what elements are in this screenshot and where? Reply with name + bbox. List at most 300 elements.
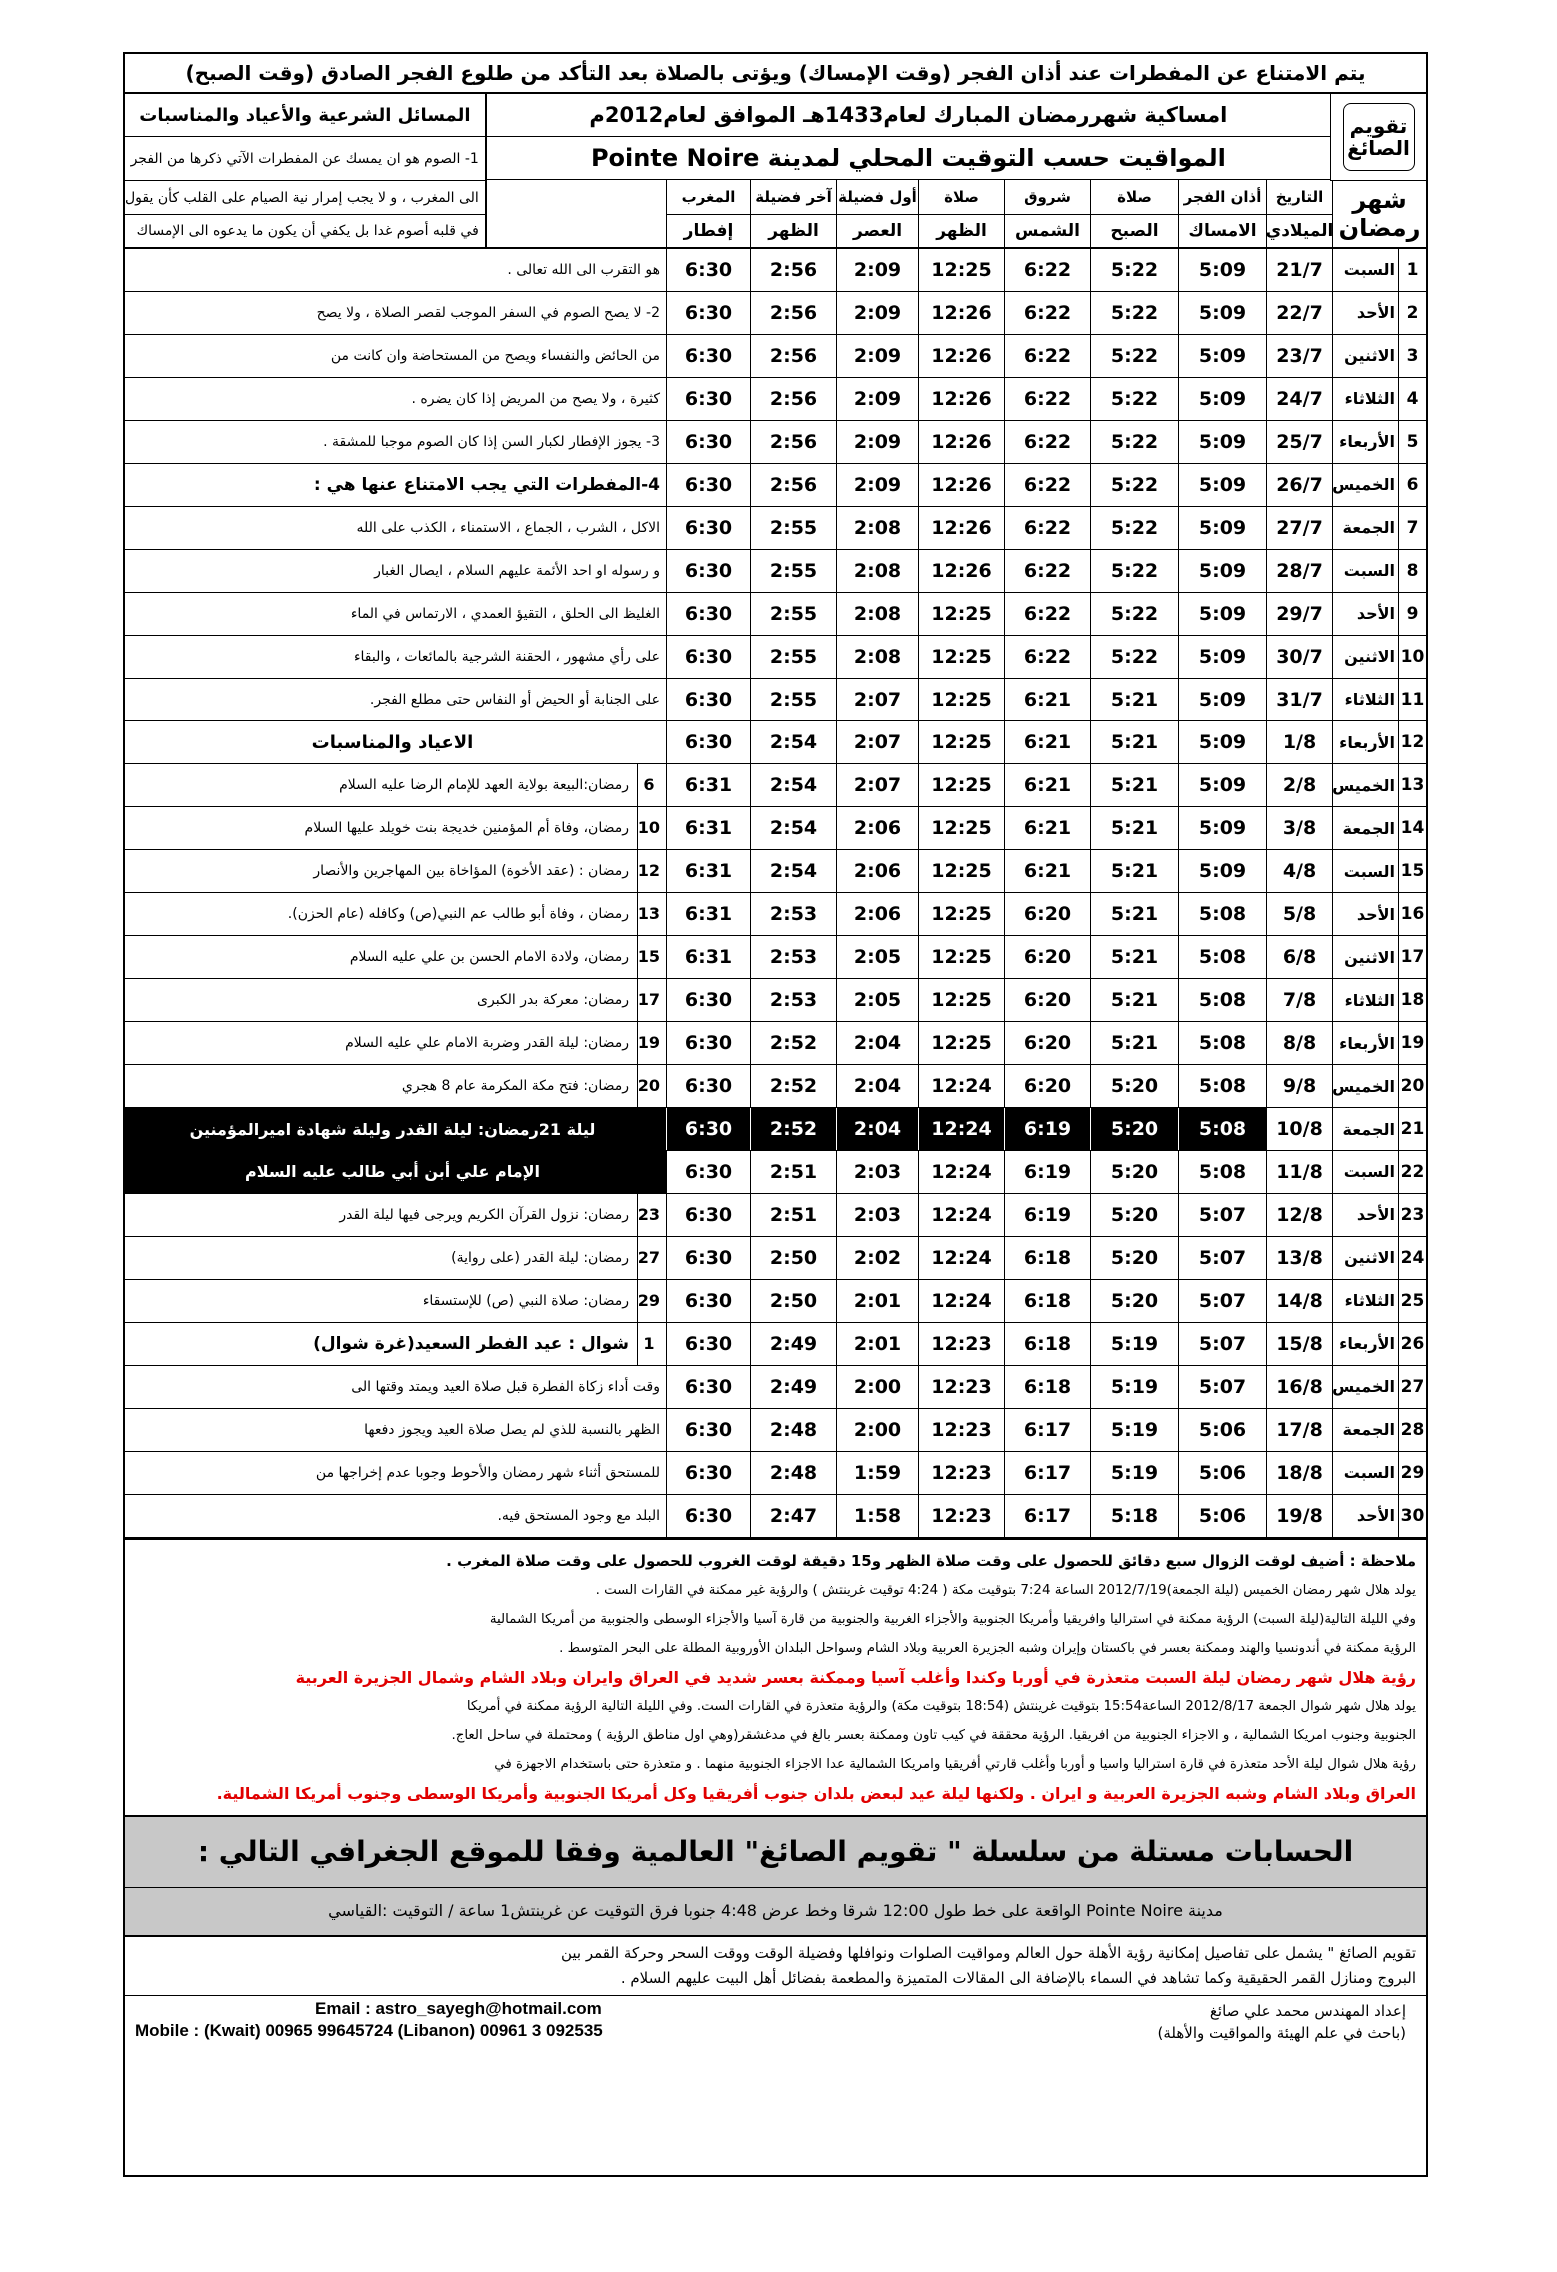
day-number: 13 [1398, 764, 1426, 806]
event-note [125, 1452, 666, 1494]
subh-time: 5:19 [1090, 1409, 1178, 1451]
weekday: الجمعة [1332, 507, 1398, 549]
gregorian-date: 18/8 [1266, 1452, 1332, 1494]
day-number: 7 [1398, 507, 1426, 549]
event-note [125, 1065, 666, 1107]
issues-title: المسائل الشرعية والأعياد والمناسبات [125, 94, 485, 137]
event-text: الظهر بالنسبة للذي لم يصل صلاة العيد ويجوز دفعها [364, 1421, 660, 1438]
dhuhr-end-time: 2:55 [750, 593, 836, 635]
asr-time: 2:09 [836, 292, 918, 334]
table-row [125, 335, 1426, 378]
dhuhr-end-time: 2:52 [750, 1108, 836, 1150]
subh-time: 5:22 [1090, 507, 1178, 549]
event-text: رمضان: صلاة النبي (ص) للإستسقاء [422, 1292, 629, 1309]
maghrib-time: 6:30 [666, 721, 750, 763]
maghrib-time: 6:30 [666, 636, 750, 678]
dhuhr-end-time: 2:56 [750, 249, 836, 291]
sunrise-time: 6:20 [1004, 1065, 1090, 1107]
event-text: و رسوله او احد الأئمة عليهم السلام ، ايصال الغبار [374, 562, 660, 579]
sunrise-time: 6:21 [1004, 679, 1090, 721]
event-text: الاكل ، الشرب ، الجماع ، الاستمناء ، الكذب على الله [356, 519, 660, 536]
dhuhr-end-time: 2:52 [750, 1065, 836, 1107]
column-header-top: شروق [1005, 180, 1090, 215]
asr-time: 2:03 [836, 1194, 918, 1236]
day-number: 22 [1398, 1151, 1426, 1193]
dhuhr-time: 12:25 [918, 593, 1004, 635]
event-day-number: 12 [637, 850, 660, 892]
column-header-bottom: الامساك [1188, 221, 1257, 241]
subh-time: 5:19 [1090, 1323, 1178, 1365]
day-number: 23 [1398, 1194, 1426, 1236]
dhuhr-time: 12:25 [918, 893, 1004, 935]
weekday: الثلاثاء [1332, 679, 1398, 721]
day-number: 12 [1398, 721, 1426, 763]
times-title: المواقيت حسب التوقيت المحلي لمدينة Pointe Noire [487, 137, 1330, 180]
dhuhr-end-time: 2:54 [750, 807, 836, 849]
subh-time: 5:21 [1090, 721, 1178, 763]
weekday: السبت [1332, 850, 1398, 892]
dhuhr-time: 12:25 [918, 1022, 1004, 1064]
event-note [125, 1022, 666, 1064]
day-number: 5 [1398, 421, 1426, 463]
column-header-bottom: الشمس [1015, 221, 1080, 241]
table-row [125, 979, 1426, 1022]
gregorian-date: 22/7 [1266, 292, 1332, 334]
weekday: الخميس [1332, 464, 1398, 506]
dhuhr-time: 12:24 [918, 1151, 1004, 1193]
sunrise-time: 6:20 [1004, 1022, 1090, 1064]
fajr-time: 5:09 [1178, 721, 1266, 763]
dhuhr-end-time: 2:53 [750, 893, 836, 935]
asr-time: 2:09 [836, 335, 918, 377]
maghrib-time: 6:30 [666, 335, 750, 377]
weekday: الأربعاء [1332, 421, 1398, 463]
gregorian-date: 15/8 [1266, 1323, 1332, 1365]
gregorian-date: 29/7 [1266, 593, 1332, 635]
weekday: الخميس [1332, 1065, 1398, 1107]
event-text: 2- لا يصح الصوم في السفر الموجب لقصر الصلاة ، ولا يصح [316, 304, 660, 321]
calc-section [125, 1815, 1426, 1937]
gregorian-date: 16/8 [1266, 1366, 1332, 1408]
note-text: يولد هلال شهر شوال الجمعة 2012/8/17 الساعة15:54 بتوقيت غرينتش (18:54 بتوقيت مكة) والرؤية متعذرة في القارات الست. وفي الليلة التالية الرؤية ممكنة في أمريكا [466, 1698, 1416, 1714]
dhuhr-end-time: 2:48 [750, 1409, 836, 1451]
maghrib-time: 6:30 [666, 593, 750, 635]
day-number: 2 [1398, 292, 1426, 334]
event-text: الغليظ الى الحلق ، التقيؤ العمدي ، الارتماس في الماء [350, 605, 660, 622]
maghrib-time: 6:31 [666, 807, 750, 849]
subh-time: 5:21 [1090, 979, 1178, 1021]
author-block [986, 1996, 1426, 2054]
fajr-time: 5:07 [1178, 1280, 1266, 1322]
logo-mark: تقويم الصائغ [1343, 103, 1415, 171]
weekday: الجمعة [1332, 807, 1398, 849]
sunrise-time: 6:21 [1004, 807, 1090, 849]
author-title: (باحث في علم الهيئة والمواقيت والأهلة) [1157, 2023, 1406, 2042]
event-note [125, 1237, 666, 1279]
maghrib-time: 6:30 [666, 1280, 750, 1322]
dhuhr-time: 12:23 [918, 1323, 1004, 1365]
event-note [125, 464, 666, 506]
dhuhr-end-time: 2:51 [750, 1151, 836, 1193]
sunrise-time: 6:19 [1004, 1194, 1090, 1236]
event-note [125, 721, 666, 763]
table-row [125, 636, 1426, 679]
fajr-time: 5:06 [1178, 1452, 1266, 1494]
sunrise-time: 6:20 [1004, 893, 1090, 935]
weekday: الأربعاء [1332, 721, 1398, 763]
asr-time: 2:07 [836, 721, 918, 763]
table-row [125, 1366, 1426, 1409]
dhuhr-time: 12:25 [918, 721, 1004, 763]
fajr-time: 5:09 [1178, 593, 1266, 635]
about-line: البروج ومنازل القمر الحقيقية وكما تشاهد في السماء بالإضافة الى المقالات المتميزة والمطعمة بفضائل أهل البيت عليهم السلام . [620, 1968, 1416, 1987]
subh-time: 5:20 [1090, 1237, 1178, 1279]
table-header [125, 94, 1426, 249]
asr-time: 2:09 [836, 464, 918, 506]
subh-time: 5:22 [1090, 636, 1178, 678]
event-note [125, 593, 666, 635]
day-number: 14 [1398, 807, 1426, 849]
gregorian-date: 1/8 [1266, 721, 1332, 763]
dhuhr-time: 12:23 [918, 1366, 1004, 1408]
subh-time: 5:21 [1090, 764, 1178, 806]
sunrise-time: 6:21 [1004, 721, 1090, 763]
fajr-time: 5:09 [1178, 335, 1266, 377]
table-row [125, 1237, 1426, 1280]
column-header-bottom: العصر [852, 221, 903, 241]
column-header [666, 180, 750, 247]
gregorian-date: 13/8 [1266, 1237, 1332, 1279]
gregorian-date: 26/7 [1266, 464, 1332, 506]
table-row [125, 679, 1426, 722]
subh-time: 5:22 [1090, 464, 1178, 506]
sunrise-time: 6:19 [1004, 1108, 1090, 1150]
day-number: 28 [1398, 1409, 1426, 1451]
subh-time: 5:20 [1090, 1280, 1178, 1322]
table-row [125, 1323, 1426, 1366]
maghrib-time: 6:30 [666, 679, 750, 721]
logo [1330, 94, 1426, 181]
subh-time: 5:21 [1090, 893, 1178, 935]
table-row [125, 764, 1426, 807]
month-label-cell [1332, 180, 1426, 247]
dhuhr-end-time: 2:55 [750, 550, 836, 592]
subh-time: 5:18 [1090, 1495, 1178, 1537]
column-header [750, 180, 836, 247]
event-note [125, 764, 666, 806]
fajr-time: 5:09 [1178, 249, 1266, 291]
column-header-bottom: الصبح [1110, 221, 1159, 241]
event-day-number: 23 [637, 1194, 660, 1236]
weekday: الجمعة [1332, 1108, 1398, 1150]
event-text: الإمام علي أبن أبي طالب عليه السلام [244, 1162, 541, 1182]
subh-time: 5:21 [1090, 936, 1178, 978]
fajr-time: 5:08 [1178, 936, 1266, 978]
sunrise-time: 6:22 [1004, 249, 1090, 291]
gregorian-date: 7/8 [1266, 979, 1332, 1021]
sunrise-time: 6:17 [1004, 1409, 1090, 1451]
column-header [1004, 180, 1090, 247]
day-number: 10 [1398, 636, 1426, 678]
sunrise-time: 6:21 [1004, 764, 1090, 806]
table-row [125, 507, 1426, 550]
event-text: رمضان : (عقد الأخوة) المؤاخاة بين المهاجرين والأنصار [313, 863, 629, 880]
sunrise-time: 6:19 [1004, 1151, 1090, 1193]
dhuhr-end-time: 2:53 [750, 979, 836, 1021]
asr-time: 2:02 [836, 1237, 918, 1279]
event-note [125, 807, 666, 849]
dhuhr-end-time: 2:56 [750, 421, 836, 463]
subh-time: 5:22 [1090, 335, 1178, 377]
times-header [485, 94, 1426, 247]
maghrib-time: 6:30 [666, 1237, 750, 1279]
event-text: رمضان: معركة بدر الكبرى [477, 992, 629, 1009]
subh-time: 5:19 [1090, 1366, 1178, 1408]
weekday: الأحد [1332, 1495, 1398, 1537]
sunrise-time: 6:22 [1004, 507, 1090, 549]
column-header-bottom: الميلادي [1265, 221, 1334, 241]
email-link[interactable]: Email : astro_sayegh@hotmail.com [315, 1998, 602, 2018]
dhuhr-time: 12:26 [918, 378, 1004, 420]
table-row [125, 1151, 1426, 1194]
gregorian-date: 11/8 [1266, 1151, 1332, 1193]
maghrib-time: 6:30 [666, 1366, 750, 1408]
dhuhr-time: 12:26 [918, 550, 1004, 592]
table-row [125, 1409, 1426, 1452]
asr-time: 2:07 [836, 679, 918, 721]
column-header-top: صلاة [1091, 180, 1178, 215]
gregorian-date: 28/7 [1266, 550, 1332, 592]
fajr-time: 5:08 [1178, 979, 1266, 1021]
asr-time: 2:05 [836, 979, 918, 1021]
gregorian-date: 25/7 [1266, 421, 1332, 463]
note-text: وفي الليلة التالية(ليلة السبت) الرؤية ممكنة في استراليا وافريقيا وأمريكا الجنوبية والأجزاء الغربية والجنوبية من قارة آسيا والأجزاء الوسطى والجنوبية من أمريكا الشمالية [489, 1611, 1416, 1627]
day-number: 6 [1398, 464, 1426, 506]
fajr-time: 5:09 [1178, 550, 1266, 592]
gregorian-date: 14/8 [1266, 1280, 1332, 1322]
event-day-number: 15 [637, 936, 660, 978]
asr-time: 2:00 [836, 1366, 918, 1408]
asr-time: 2:03 [836, 1151, 918, 1193]
dhuhr-end-time: 2:56 [750, 335, 836, 377]
sunrise-time: 6:22 [1004, 378, 1090, 420]
dhuhr-end-time: 2:50 [750, 1280, 836, 1322]
dhuhr-end-time: 2:48 [750, 1452, 836, 1494]
table-row [125, 464, 1426, 507]
dhuhr-end-time: 2:55 [750, 636, 836, 678]
day-number: 4 [1398, 378, 1426, 420]
dhuhr-end-time: 2:52 [750, 1022, 836, 1064]
issues-header [125, 94, 485, 247]
subh-time: 5:22 [1090, 593, 1178, 635]
gregorian-date: 27/7 [1266, 507, 1332, 549]
asr-time: 2:09 [836, 421, 918, 463]
day-number: 9 [1398, 593, 1426, 635]
column-header-bottom: إفطار [683, 221, 734, 241]
column-header [1090, 180, 1178, 247]
gregorian-date: 19/8 [1266, 1495, 1332, 1537]
calc-location: مدينة Pointe Noire الواقعة على خط طول 12:00 شرقا وخط عرض 4:48 جنوبا فرق التوقيت عن غرينتش1 ساعة / التوقيت :القياسي [328, 1901, 1223, 1921]
table-row [125, 249, 1426, 292]
event-text: للمستحق أثناء شهر رمضان والأحوط وجوبا عدم إخراجها من [315, 1464, 660, 1481]
table-row [125, 1452, 1426, 1495]
column-header-bottom: الظهر [768, 221, 819, 241]
table-row [125, 421, 1426, 464]
maghrib-time: 6:30 [666, 1108, 750, 1150]
dhuhr-time: 12:26 [918, 421, 1004, 463]
maghrib-time: 6:30 [666, 292, 750, 334]
event-text: البلد مع وجود المستحق فيه. [497, 1507, 660, 1524]
fajr-time: 5:07 [1178, 1237, 1266, 1279]
table-row [125, 721, 1426, 764]
subh-time: 5:19 [1090, 1452, 1178, 1494]
table-row [125, 550, 1426, 593]
sunrise-time: 6:17 [1004, 1495, 1090, 1537]
dhuhr-time: 12:24 [918, 1108, 1004, 1150]
event-text: ليلة 21رمضان: ليلة القدر وليلة شهادة اميرالمؤمنين [189, 1119, 596, 1139]
asr-time: 2:00 [836, 1409, 918, 1451]
timetable [125, 249, 1426, 1538]
weekday: الجمعة [1332, 1409, 1398, 1451]
event-day-number: 20 [637, 1065, 660, 1107]
event-note [125, 893, 666, 935]
table-row [125, 1194, 1426, 1237]
event-text: من الحائض والنفساء ويصح من المستحاضة وان كانت من [330, 347, 660, 364]
table-row [125, 378, 1426, 421]
asr-time: 2:07 [836, 764, 918, 806]
event-text: على الجنابة أو الحيض أو النفاس حتى مطلع الفجر. [369, 691, 660, 708]
column-header-top: أذان الفجر [1179, 180, 1266, 215]
fajr-time: 5:08 [1178, 1065, 1266, 1107]
dhuhr-end-time: 2:53 [750, 936, 836, 978]
day-number: 29 [1398, 1452, 1426, 1494]
month-label: شهر رمضان [1338, 185, 1421, 242]
weekday: الاثنين [1332, 335, 1398, 377]
fajr-time: 5:09 [1178, 507, 1266, 549]
maghrib-time: 6:30 [666, 1323, 750, 1365]
gregorian-date: 6/8 [1266, 936, 1332, 978]
table-row [125, 593, 1426, 636]
asr-time: 2:04 [836, 1108, 918, 1150]
day-number: 19 [1398, 1022, 1426, 1064]
gregorian-date: 8/8 [1266, 1022, 1332, 1064]
subh-time: 5:22 [1090, 249, 1178, 291]
contact-block [125, 1996, 986, 2054]
subh-time: 5:22 [1090, 292, 1178, 334]
day-number: 24 [1398, 1237, 1426, 1279]
table-row [125, 893, 1426, 936]
maghrib-time: 6:30 [666, 1495, 750, 1537]
maghrib-time: 6:30 [666, 1452, 750, 1494]
asr-time: 2:01 [836, 1280, 918, 1322]
sunrise-time: 6:20 [1004, 979, 1090, 1021]
day-number: 21 [1398, 1108, 1426, 1150]
fajr-time: 5:07 [1178, 1194, 1266, 1236]
footer [125, 1996, 1426, 2054]
weekday: الاثنين [1332, 636, 1398, 678]
fajr-time: 5:08 [1178, 1022, 1266, 1064]
gregorian-date: 10/8 [1266, 1108, 1332, 1150]
dhuhr-time: 12:24 [918, 1065, 1004, 1107]
weekday: الخميس [1332, 1366, 1398, 1408]
day-number: 15 [1398, 850, 1426, 892]
event-note [125, 421, 666, 463]
notes-section [125, 1538, 1426, 1815]
gregorian-date: 2/8 [1266, 764, 1332, 806]
maghrib-time: 6:30 [666, 1194, 750, 1236]
table-row [125, 1495, 1426, 1538]
event-day-number: 19 [637, 1022, 660, 1064]
dhuhr-end-time: 2:50 [750, 1237, 836, 1279]
dhuhr-end-time: 2:49 [750, 1366, 836, 1408]
event-note [125, 636, 666, 678]
gregorian-date: 17/8 [1266, 1409, 1332, 1451]
sunrise-time: 6:18 [1004, 1323, 1090, 1365]
gregorian-date: 4/8 [1266, 850, 1332, 892]
day-number: 11 [1398, 679, 1426, 721]
column-header-top: التاريخ [1267, 180, 1332, 215]
dhuhr-end-time: 2:56 [750, 292, 836, 334]
event-text: 4-المفطرات التي يجب الامتناع عنها هي : [313, 474, 660, 495]
dhuhr-time: 12:25 [918, 807, 1004, 849]
dhuhr-end-time: 2:54 [750, 764, 836, 806]
author-name: إعداد المهندس محمد علي صائغ [1209, 2001, 1406, 2020]
table-row [125, 1065, 1426, 1108]
note-text: الرؤية ممكنة في أندونسيا والهند وممكنة بعسر في باكستان وإيران وشبه الجزيرة العربية وبلاد الشام وسواحل البلدان الأوروبية المطلة على البحر المتوسط . [559, 1640, 1416, 1656]
day-number: 3 [1398, 335, 1426, 377]
dhuhr-end-time: 2:54 [750, 721, 836, 763]
weekday: الثلاثاء [1332, 378, 1398, 420]
maghrib-time: 6:31 [666, 936, 750, 978]
weekday: السبت [1332, 1452, 1398, 1494]
event-text: وقت أداء زكاة الفطرة قبل صلاة العيد ويمتد وقتها الى [351, 1378, 660, 1395]
maghrib-time: 6:31 [666, 764, 750, 806]
weekday: السبت [1332, 1151, 1398, 1193]
subh-time: 5:22 [1090, 378, 1178, 420]
day-number: 16 [1398, 893, 1426, 935]
asr-time: 2:06 [836, 850, 918, 892]
event-note [125, 507, 666, 549]
event-text: على رأي مشهور ، الحقنة الشرجية بالمائعات ، والبقاء [353, 648, 660, 665]
weekday: الثلاثاء [1332, 979, 1398, 1021]
fajr-time: 5:09 [1178, 421, 1266, 463]
weekday: الأحد [1332, 292, 1398, 334]
table-row [125, 850, 1426, 893]
fajr-time: 5:06 [1178, 1409, 1266, 1451]
weekday: الاثنين [1332, 936, 1398, 978]
table-row [125, 1280, 1426, 1323]
event-text: رمضان: فتح مكة المكرمة عام 8 هجري [401, 1078, 629, 1095]
event-text: 3- يجوز الإفطار لكبار السن إذا كان الصوم موجبا للمشقة . [323, 433, 660, 450]
day-number: 30 [1398, 1495, 1426, 1537]
subh-time: 5:20 [1090, 1194, 1178, 1236]
dhuhr-time: 12:26 [918, 507, 1004, 549]
fajr-time: 5:08 [1178, 893, 1266, 935]
about-section [125, 1937, 1426, 1996]
event-day-number: 17 [637, 979, 660, 1021]
subh-time: 5:20 [1090, 1108, 1178, 1150]
event-note [125, 1280, 666, 1322]
maghrib-time: 6:30 [666, 1409, 750, 1451]
subh-time: 5:20 [1090, 1151, 1178, 1193]
weekday: السبت [1332, 249, 1398, 291]
maghrib-time: 6:30 [666, 249, 750, 291]
dhuhr-end-time: 2:56 [750, 464, 836, 506]
asr-time: 2:09 [836, 249, 918, 291]
dhuhr-time: 12:25 [918, 850, 1004, 892]
event-note [125, 335, 666, 377]
event-text: رمضان ، وفاة أبو طالب عم النبي(ص) وكافله (عام الحزن). [287, 906, 629, 923]
